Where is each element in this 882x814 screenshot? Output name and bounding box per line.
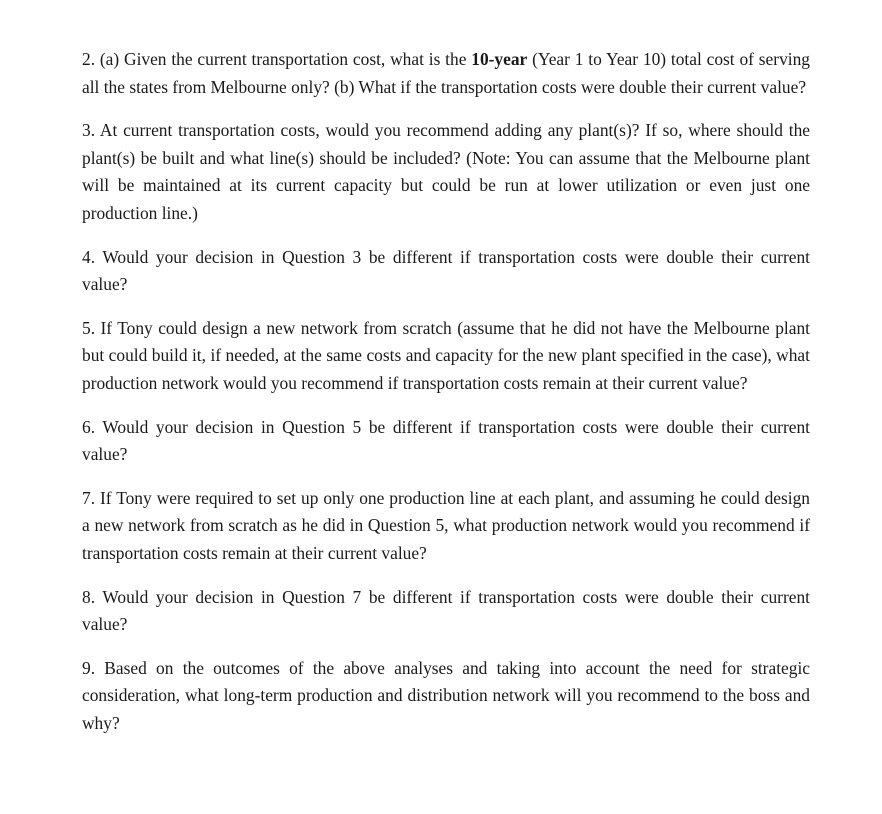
question-6: 6. Would your decision in Question 5 be different if transportation costs were double their current value? — [82, 416, 810, 465]
question-9: 9. Based on the outcomes of the above analyses and taking into account the need for strategic consideration, what long-term production and distribution network will you recommend to the boss and why? — [82, 657, 810, 733]
document-page — [82, 46, 810, 737]
question-8: 8. Would your decision in Question 7 be different if transportation costs were double their current value? — [82, 586, 810, 635]
question-3: 3. At current transportation costs, would you recommend adding any plant(s)? If so, where should the plant(s) be built and what line(s) should be included? (Note: You can assume that the Melbourne plant will be maintained at its current capacity but could be run at lower utilization or even just one production line.) — [82, 120, 810, 223]
question-2-text-start: 2. (a) Given the current transportation cost, what is the — [82, 49, 472, 69]
question-2 — [82, 46, 810, 101]
question-5: 5. If Tony could design a new network from scratch (assume that he did not have the Melbourne plant but could build it, if needed, at the same costs and capacity for the new plant specified in the case), what production network would you recommend if transportation costs remain at their current value? — [82, 317, 810, 393]
question-2-bold-term: 10-year — [471, 49, 528, 69]
question-4: 4. Would your decision in Question 3 be different if transportation costs were double their current value? — [82, 246, 810, 295]
question-7: 7. If Tony were required to set up only one production line at each plant, and assuming he could design a new network from scratch as he did in Question 5, what production network would you recommend if transportation costs remain at their current value? — [82, 487, 810, 563]
question-2-text-end: (Year 1 to Year 10) total cost of serving all the states from Melbourne only? (b) What if the transportation costs were double their current value? — [82, 49, 810, 97]
